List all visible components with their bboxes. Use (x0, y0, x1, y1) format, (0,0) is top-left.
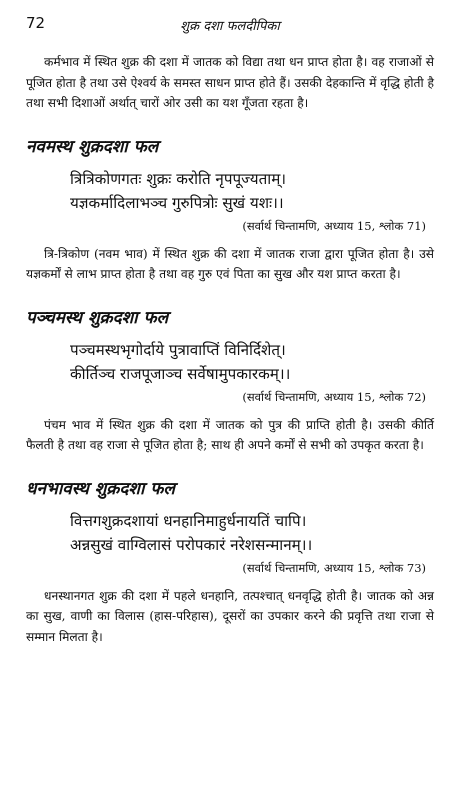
citation: (सर्वार्थ चिन्तामणि, अध्याय 15, श्लोक 71) (242, 218, 426, 233)
section-panchama (26, 305, 434, 456)
citation: (सर्वार्थ चिन्तामणि, अध्याय 15, श्लोक 72) (242, 389, 426, 404)
shloka-line: पञ्चमस्थभृगोर्दाये पुत्रावाप्तिं विनिर्दिशेत्। (70, 340, 286, 359)
section-heading: धनभावस्थ शुक्रदशा फल (26, 478, 175, 499)
shloka (26, 509, 434, 557)
page-number: 72 (26, 14, 46, 32)
section-navam (26, 134, 434, 285)
shloka-line: अन्नसुखं वाग्विलासं परोपकारं नरेशसन्मानम्।। (70, 535, 313, 554)
shloka-line: त्रित्रिकोणगतः शुक्रः करोति नृपपूज्यताम्। (70, 169, 287, 188)
section-heading: पञ्चमस्थ शुक्रदशा फल (26, 307, 169, 328)
shloka (26, 167, 434, 215)
intro-paragraph: कर्मभाव में स्थित शुक्र की दशा में जातक को विद्या तथा धन प्राप्त होता है। वह राजाओं से पूजित होता है तथा उसे ऐश्वर्य के समस्त साधन प्राप्त होते हैं। उसकी देहकान्ति में वृद्धि होती है तथा सभी दिशाओं अर्थात् चारों ओर उसी का यश गूँजता रहता है। (26, 55, 434, 110)
citation: (सर्वार्थ चिन्तामणि, अध्याय 15, श्लोक 73) (242, 560, 426, 575)
section-heading: नवमस्थ शुक्रदशा फल (26, 136, 159, 157)
section-dhana (26, 476, 434, 648)
commentary-paragraph: त्रि-त्रिकोण (नवम भाव) में स्थित शुक्र की दशा में जातक राजा द्वारा पूजित होता है। उसे यज्ञकर्मों से लाभ प्राप्त होता है तथा वह गुरु एवं पिता का सुख और यश प्राप्त करता है। (26, 246, 434, 281)
commentary-paragraph: धनस्थानगत शुक्र की दशा में पहले धनहानि, तत्पश्चात् धनवृद्धि होती है। जातक को अन्न का सुख, वाणी का विलास (हास-परिहास), दूसरों का उपकार करने की प्रवृत्ति तथा राजा से सम्मान मिलता है। (26, 588, 434, 644)
shloka-line: यज्ञकर्मादिलाभञ्च गुरुपित्रोः सुखं यशः।। (70, 193, 284, 212)
commentary-paragraph: पंचम भाव में स्थित शुक्र की दशा में जातक को पुत्र की प्राप्ति होती है। उसकी कीर्ति फैलती है तथा वह राजा से पूजित होता है; साथ ही अपने कर्मों से सभी को उपकृत करता है। (26, 417, 434, 452)
running-title: शुक्र दशा फलदीपिका (180, 19, 280, 34)
shloka (26, 338, 434, 386)
shloka-line: कीर्तिञ्च राजपूजाञ्च सर्वेषामुपकारकम्।। (70, 364, 291, 383)
shloka-line: वित्तगशुक्रदशायां धनहानिमाहुर्धनायतिं चापि। (70, 511, 307, 530)
